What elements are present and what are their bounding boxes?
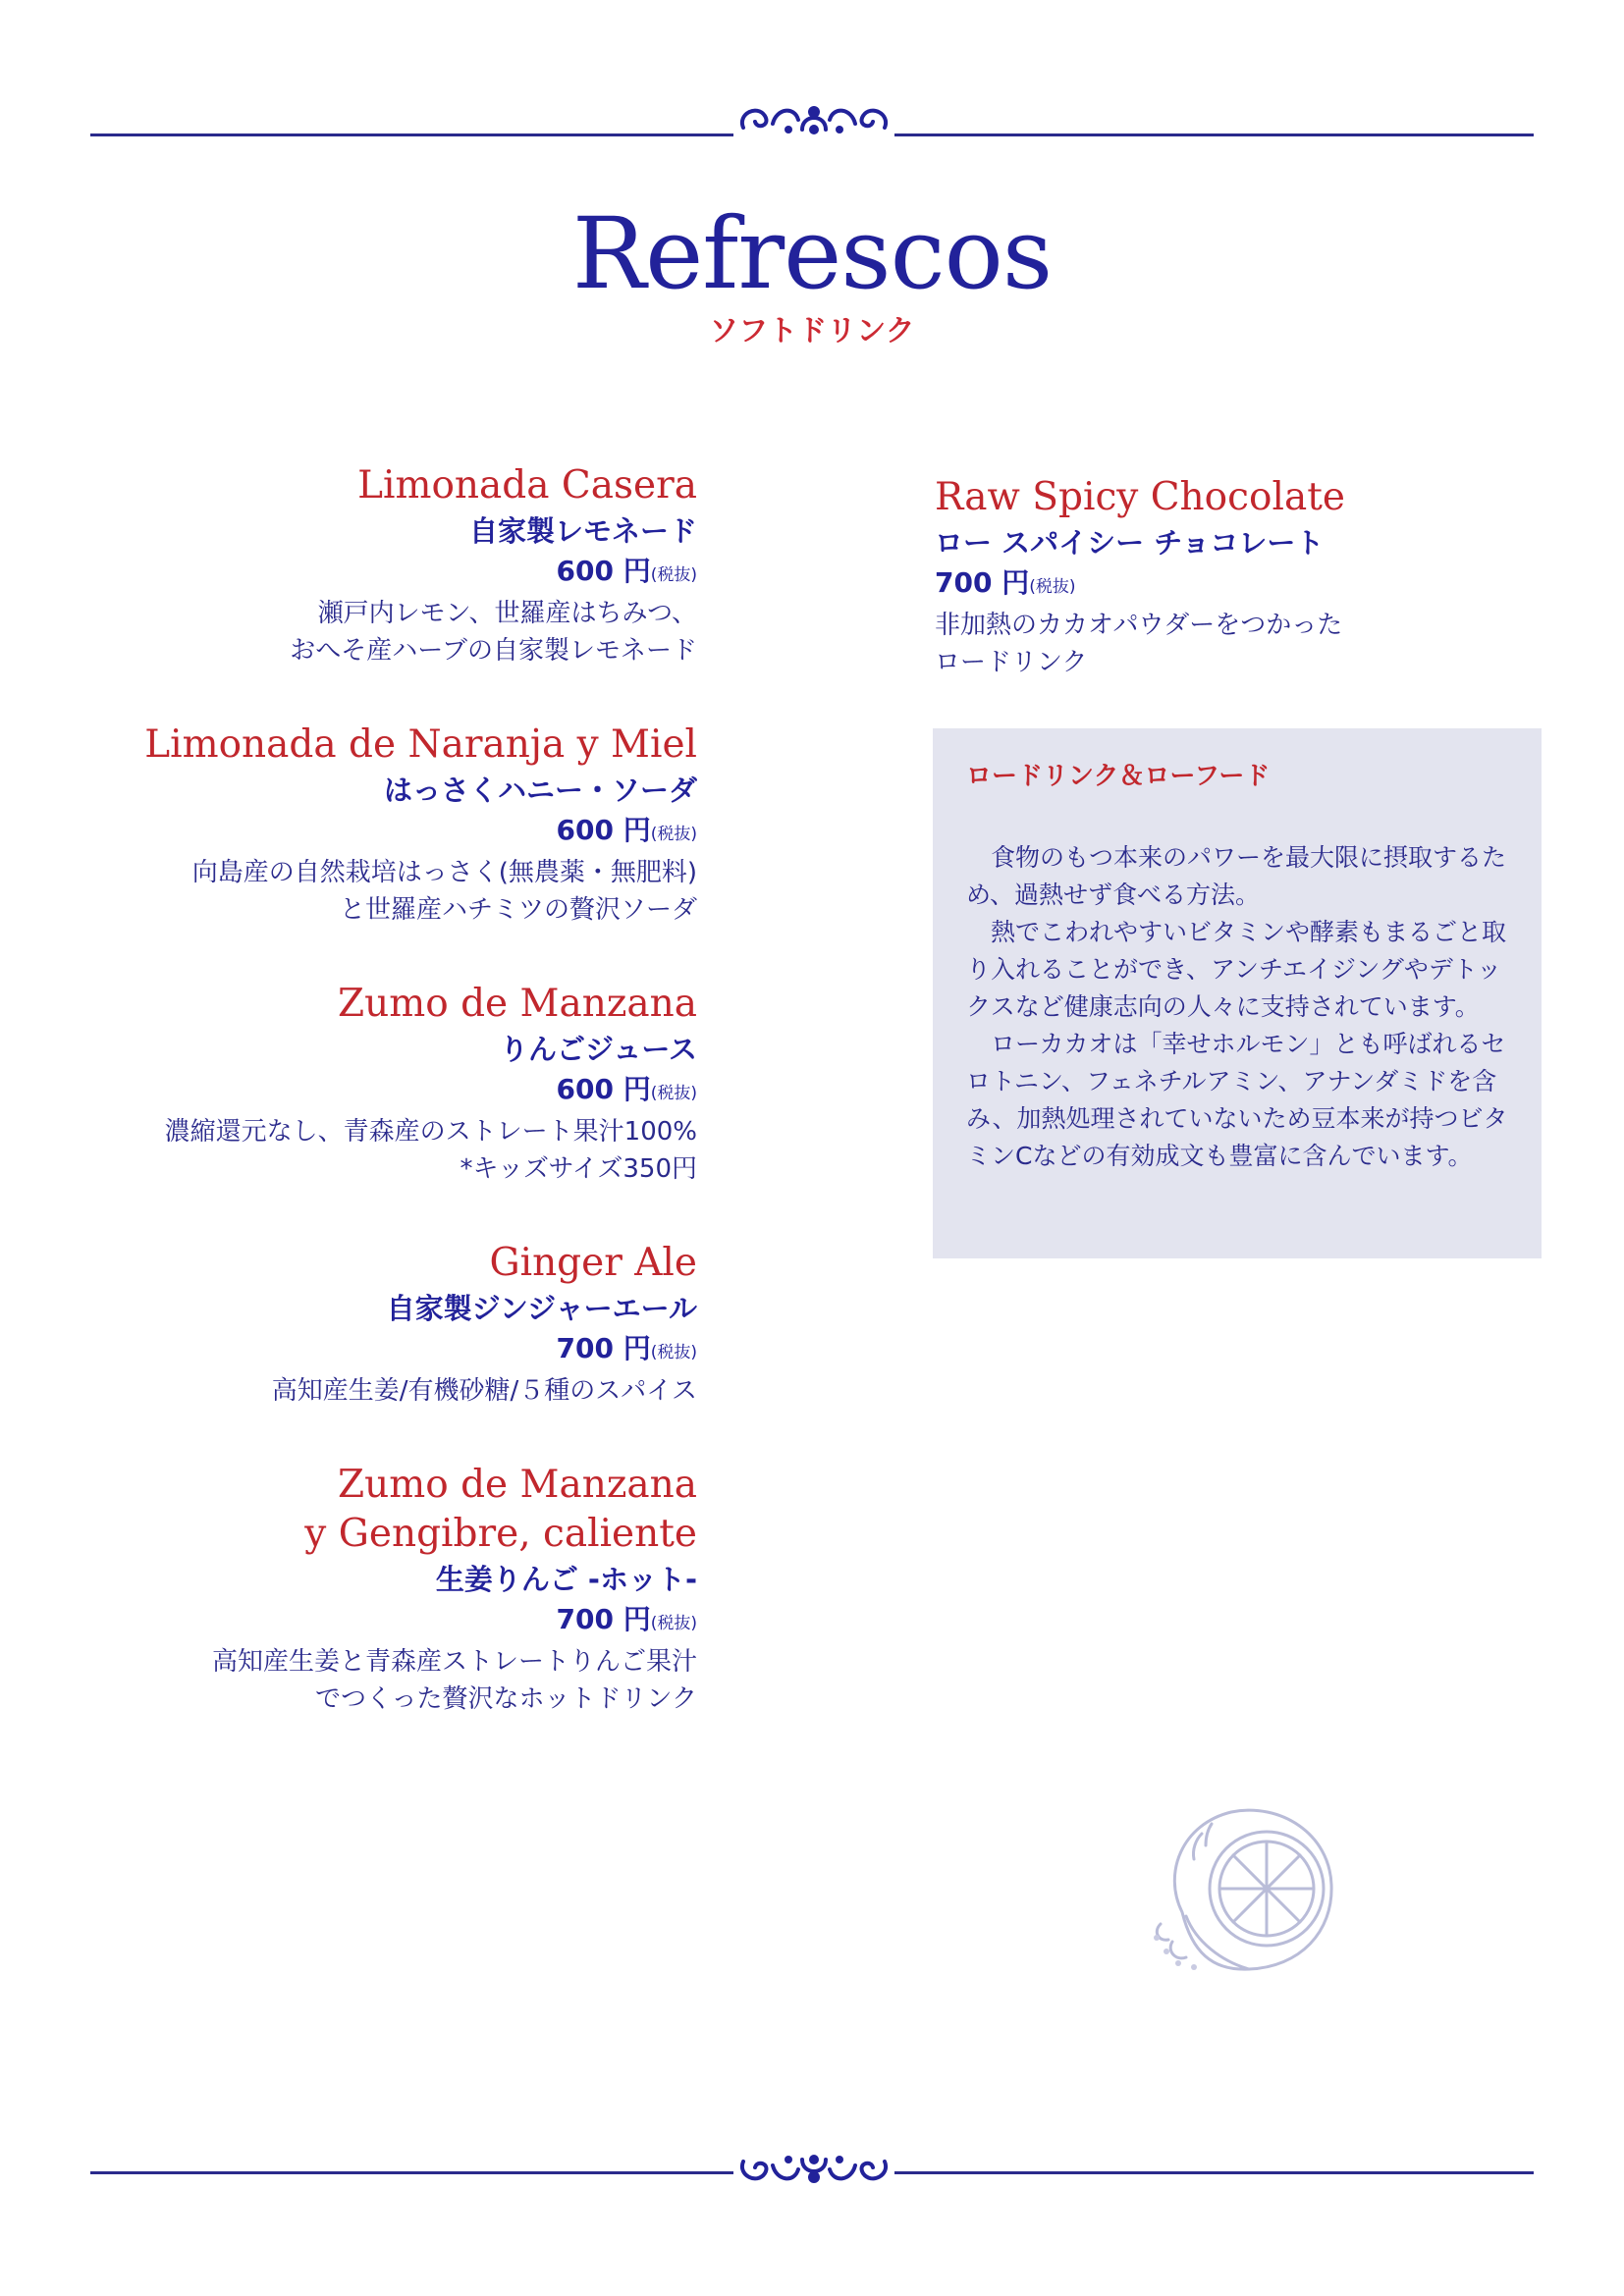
menu-item xyxy=(935,473,1543,681)
item-price: 700 円(税抜) xyxy=(556,1332,697,1364)
item-price: 700 円(税抜) xyxy=(935,566,1076,599)
item-price: 600 円(税抜) xyxy=(556,1073,697,1105)
tax-note: (税抜) xyxy=(650,565,697,585)
left-menu-column xyxy=(69,461,697,1769)
item-name-jp: ロー スパイシー チョコレート xyxy=(935,526,1325,560)
item-name-es: Zumo de Manzana xyxy=(338,1463,697,1507)
item-name-jp: 生姜りんご -ホット- xyxy=(435,1563,697,1596)
menu-item xyxy=(69,461,697,669)
menu-item xyxy=(69,980,697,1188)
tax-note: (税抜) xyxy=(650,1343,697,1362)
top-ornament-icon xyxy=(733,94,894,139)
item-description: 高知産生姜と青森産ストレートりんご果汁 xyxy=(211,1647,697,1677)
tax-note: (税抜) xyxy=(650,1614,697,1633)
info-paragraph: 熱でこわれやすいビタミンや酵素もまるごと取り入れることができ、アンチエイジングやデトックスなど健康志向の人々に支持されています。 xyxy=(966,918,1507,1021)
item-description: 濃縮還元なし、青森産のストレート果汁100% xyxy=(164,1117,697,1147)
bottom-ornament-icon xyxy=(733,2150,894,2195)
page-title: Refrescos xyxy=(571,196,1053,311)
item-name-es: Limonada Casera xyxy=(357,463,697,507)
item-description: *キッズサイズ350円 xyxy=(460,1154,697,1184)
raw-food-info-box xyxy=(933,728,1542,1258)
item-description: 向島産の自然栽培はっさく(無農薬・無肥料) xyxy=(191,858,697,887)
menu-item xyxy=(69,1461,697,1718)
item-description: ロードリンク xyxy=(935,648,1088,677)
item-description: おへそ産ハーブの自家製レモネード xyxy=(290,636,697,666)
item-description: と世羅産ハチミツの贅沢ソーダ xyxy=(339,895,697,925)
right-menu-column xyxy=(935,473,1543,732)
tax-note: (税抜) xyxy=(1029,577,1076,597)
info-box-title: ロードリンク＆ローフード xyxy=(966,762,1271,791)
item-name-es: Limonada de Naranja y Miel xyxy=(144,722,697,767)
menu-item xyxy=(69,721,697,929)
item-description: でつくった贅沢なホットドリンク xyxy=(315,1684,697,1714)
info-paragraph: 食物のもつ本来のパワーを最大限に摂取するため、過熱せず食べる方法。 xyxy=(966,843,1507,909)
item-name-jp: はっさくハニー・ソーダ xyxy=(383,774,697,807)
item-name-jp: 自家製ジンジャーエール xyxy=(386,1292,697,1325)
info-paragraph: ローカカオは「幸せホルモン」とも呼ばれるセロトニン、フェネチルアミン、アナンダミドを含み、加熱処理されていないため豆本来が持つビタミンCなどの有効成文も豊富に含んでいます。 xyxy=(966,1030,1508,1170)
item-name-jp: りんごジュース xyxy=(500,1033,697,1066)
item-description: 瀬戸内レモン、世羅産はちみつ、 xyxy=(317,599,697,628)
tax-note: (税抜) xyxy=(650,825,697,844)
page-subtitle: ソフトドリンク xyxy=(709,314,915,348)
item-description: 非加熱のカカオパウダーをつかった xyxy=(935,611,1343,640)
item-name-es: Raw Spicy Chocolate xyxy=(935,475,1345,519)
item-name-jp: 自家製レモネード xyxy=(468,514,697,548)
item-name-es-line2: y Gengibre, caliente xyxy=(304,1512,697,1556)
item-price: 600 円(税抜) xyxy=(556,814,697,846)
item-name-es: Ginger Ale xyxy=(489,1241,697,1285)
item-price: 700 円(税抜) xyxy=(556,1603,697,1635)
item-description: 高知産生姜/有機砂糖/５種のスパイス xyxy=(271,1376,697,1406)
lemon-sketch-icon xyxy=(1143,1794,1341,1979)
tax-note: (税抜) xyxy=(650,1084,697,1103)
item-price: 600 円(税抜) xyxy=(556,555,697,587)
menu-item xyxy=(69,1239,697,1410)
item-name-es: Zumo de Manzana xyxy=(338,982,697,1026)
